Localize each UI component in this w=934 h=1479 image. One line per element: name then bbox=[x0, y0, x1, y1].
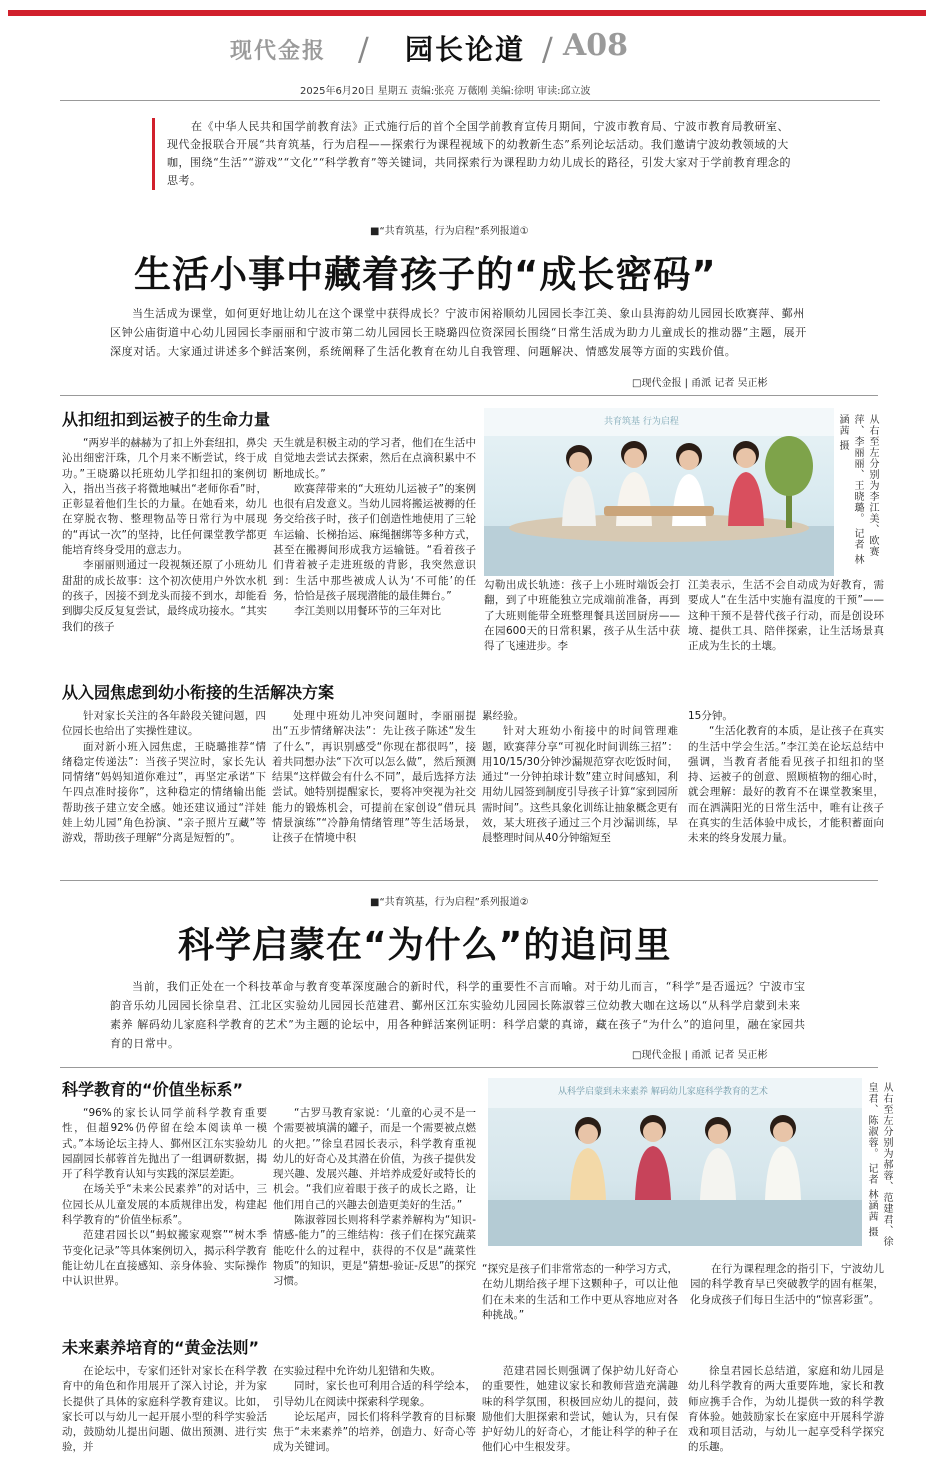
paragraph: 针对家长关注的各年龄段关键问题，四位园长也给出了实操性建议。 bbox=[62, 710, 266, 738]
paragraph: 在实验过程中允许幼儿犯错和失败。 bbox=[273, 1365, 441, 1377]
paragraph: 处理中班幼儿冲突问题时，李丽丽提出“五步情绪解决法”：先让孩子陈述“发生了什么”，再识别感受“你现在都很吗”，接着共同想办法“下次可以怎么做”，然后预测结果“这样做会有什么不同”，最后选择方法尝试。她特别提醒家长，要将冲突视为社交能力的锻炼机会，可提前在家创设“借玩具情景演练”“冷静角情绪管理”等生活场景，让孩子在情境中积 bbox=[272, 710, 476, 845]
article1-byline: □现代金报 | 甬派 记者 吴正彬 bbox=[632, 378, 768, 389]
article1-col-2 bbox=[273, 436, 476, 688]
article2-headline: 科学启蒙在“为什么”的追问里 bbox=[178, 925, 672, 966]
paragraph: 同时，家长也可利用合适的科学绘本，引导幼儿在阅读中探索科学现象。 bbox=[273, 1380, 476, 1408]
article1-col-6 bbox=[272, 709, 476, 849]
article1-col-1 bbox=[62, 436, 267, 688]
article2-col-3 bbox=[482, 1262, 678, 1332]
top-red-bar bbox=[8, 10, 926, 16]
paragraph: “生活化教育的本质，是让孩子在真实的生活中学会生活。”李江美在论坛总结中强调，当教育者能看见孩子扣纽扣的坚持、运被子的创意、照顾植物的细心时，就会理解：最好的教育不在课堂教案里，而在洒满阳光的日常生活中，唯有让孩子在真实的生活体验中成长，才能积蓄面向未来的终身发展力量。 bbox=[688, 725, 884, 845]
article1-col-4 bbox=[688, 578, 884, 688]
article-rule bbox=[60, 395, 878, 396]
article1-lead: 当生活成为课堂，如何更好地让幼儿在这个课堂中获得成长？宁波市闲裕顺幼儿园园长李江美、象山县海韵幼儿园园长欧赛萍、鄞州区钟公庙街道中心幼儿园园长李丽丽和宁波市第二幼儿园园长王晓璐四位资深园长围绕“日常生活成为助力儿童成长的推动器”主题，展开深度对话。大家通过讲述多个鲜活案例，系统阐释了生活化教育在幼儿自我管理、问题解决、情感发展等方面的实践价值。 bbox=[110, 307, 807, 358]
article2-col-1 bbox=[62, 1106, 267, 1332]
paragraph: 江美表示，生活不会自动成为好教育，需要成人“在生活中实施有温度的干预”——这种干预不是替代孩子行动，而是创设环境、提供工具、陪伴探索，让生活场景真正成为生长的土壤。 bbox=[688, 579, 884, 653]
forum-photo-illustration bbox=[484, 408, 834, 576]
paragraph: 欧赛萍带来的“大班幼儿运被子”的案例也很有启发意义。当幼儿园将搬运被褥的任务交给孩子时，孩子们创造性地使用了三轮车运输、长梯抬运、麻绳捆绑等多种方式，甚至在搬褥间形成我方运输链。“看着孩子们背着被子走进班级的背影，我突然意识到：生活中那些被成人认为‘不可能’的任务，恰恰是孩子展现潜能的最佳舞台。” bbox=[273, 482, 476, 602]
article1-col-8 bbox=[688, 709, 884, 849]
paragraph: 在场关乎“未来公民素养”的对话中，三位园长从儿童发展的本质规律出发，构建起科学教育的“价值坐标系”。 bbox=[62, 1183, 267, 1227]
article2-col-6 bbox=[273, 1364, 476, 1464]
masthead-separator: / bbox=[358, 30, 369, 68]
masthead bbox=[230, 28, 700, 72]
article1-col-7 bbox=[482, 709, 678, 849]
page-number: A08 bbox=[563, 28, 629, 63]
paragraph: 累经验。 bbox=[482, 710, 524, 722]
article2-col-2 bbox=[273, 1106, 476, 1332]
masthead-separator: / bbox=[542, 30, 553, 68]
article2-photo-caption: 从右至左分别为郝蓉、范建君、徐皇君、陈淑蓉。 记者 林涵茜 摄 bbox=[866, 1082, 892, 1247]
paragraph: 李江美则以用餐环节的三年对比 bbox=[294, 605, 441, 618]
article1-headline: 生活小事中藏着孩子的“成长密码” bbox=[134, 253, 717, 296]
article2-lead: 当前，我们正处在一个科技革命与教育变革深度融合的新时代，科学的重要性不言而喻。对于幼儿而言，“科学”是否遥远？宁波市宝韵音乐幼儿园园长徐皇君、江北区实验幼儿园园长范建君、鄞州区江东实验幼儿园园长陈淑蓉三位幼教大咖在这场以“从科学启蒙到未来素养 解码幼儿家庭科学教育的艺术”为主题的论坛中，用各种鲜活案例证明：科学启蒙的真谛，藏在孩子“为什么”的追问里，融在家园共育的日常中。 bbox=[110, 980, 806, 1050]
paragraph: 李丽丽则通过一段视频还原了小班幼儿甜甜的成长故事：这个初次使用户外饮水机的孩子，因接不到龙头而接不到水，却能看到脚尖反反复复尝试，最终成功接水。“其实我们的孩子 bbox=[62, 559, 267, 633]
article2-subhead-1: 科学教育的“价值坐标系” bbox=[62, 1080, 244, 1099]
article1-photo bbox=[484, 408, 834, 576]
article1-col-5 bbox=[62, 709, 266, 849]
paragraph: “两岁半的赫赫为了扣上外套纽扣，鼻尖沁出细密汗珠，几个月来不断尝试，终于成功。”王晓璐以托班幼儿学扣纽扣的案例切入，指出当孩子将微地喊出“老师你看”时，正彰显着他们生长的力量。在她看来，幼儿在穿脱衣物、整理物品等日常行为中展现的“再试一次”的坚持，比任何课堂教学都更能培育终身受用的意志力。 bbox=[62, 437, 267, 557]
photo-banner-text: 共育筑基 行为启程 bbox=[604, 417, 679, 427]
paragraph: 在论坛中，专家们还针对家长在科学教育中的角色和作用展开了深入讨论，并为家长提供了具体的家庭科学教育建议。比如，家长可以与幼儿一起开展小型的科学实验活动，鼓励幼儿提出问题、做出预测、进行实验，并 bbox=[62, 1365, 267, 1454]
article1-subhead-1: 从扣纽扣到运被子的生命力量 bbox=[62, 410, 271, 429]
paragraph: 在行为课程理念的指引下，宁波幼儿园的科学教育早已突破教学的固有框架，化身成孩子们每日生活中的“惊喜彩蛋”。 bbox=[690, 1263, 884, 1306]
article2-byline: □现代金报 | 甬派 记者 吴正彬 bbox=[632, 1050, 768, 1061]
paragraph: 徐皇君园长总结道，家庭和幼儿园是幼儿科学教育的两大重要阵地，家长和教师应携手合作，为幼儿提供一致的科学教育体验。她鼓励家长在家庭中开展科学游戏和项目活动，与幼儿一起享受科学探究的乐趣。 bbox=[688, 1365, 884, 1454]
photo-banner-text: 从科学启蒙到未来素养 解码幼儿家庭科学教育的艺术 bbox=[558, 1087, 768, 1097]
article2-col-7 bbox=[482, 1364, 678, 1464]
article2-col-5 bbox=[62, 1364, 267, 1464]
section-rule bbox=[60, 880, 878, 881]
article2-col-4 bbox=[690, 1262, 884, 1332]
paragraph: “古罗马教育家说：‘儿童的心灵不是一个需要被填满的罐子，而是一个需要被点燃的火把。’”徐皇君园长表示，科学教育重视幼儿的好奇心及其潜在价值，为孩子提供发现兴趣、发展兴趣、并培养成爱好或特长的机会。“我们应着眼于孩子的成长之路，让他们用自己的兴趣去创造更美好的生活。” bbox=[273, 1107, 476, 1211]
paragraph: 范建君园长以“蚂蚁搬家观察”“树木季节变化记录”等具体案例切入，揭示科学教育能让幼儿在直接感知、亲身体验、实际操作中认识世界。 bbox=[62, 1229, 267, 1288]
article2-subhead-2: 未来素养培育的“黄金法则” bbox=[62, 1338, 260, 1357]
paper-name: 现代金报 bbox=[230, 38, 327, 64]
article2-photo bbox=[488, 1078, 862, 1246]
section-title: 园长论道 bbox=[405, 33, 526, 66]
article2-kicker: ■“共育筑基，行为启程”系列报道② bbox=[370, 897, 529, 908]
dateline: 2025年6月20日 星期五 责编:张亮 万薇刚 美编:徐明 审读:邱立波 bbox=[300, 86, 591, 97]
article-rule bbox=[60, 1067, 878, 1068]
article1-kicker: ■“共育筑基，行为启程”系列报道① bbox=[370, 226, 529, 237]
paragraph: 针对大班幼小衔接中的时间管理难题，欧赛萍分享“可视化时间训练三招”：用10/15/30分钟沙漏规范穿衣吃饭时间，通过“一分钟拍球计数”建立时间感知，利用幼儿园签到制度引导孩子计算“家到园所需时间”。这些具象化训练让抽象概念更有效，某大班孩子通过三个月沙漏训练，早晨整理时间从40分钟缩短至 bbox=[482, 725, 678, 845]
series-intro: 在《中华人民共和国学前教育法》正式施行后的首个全国学前教育宣传月期间，宁波市教育局、宁波市教育局教研室、现代金报联合开展“共育筑基，行为启程——探索行为课程视域下的幼教新生态”系列论坛活动。我们邀请宁波幼教领域的大咖，围绕“生活”“游戏”“文化”“科学教育”等关键词，共同探索行为课程助力幼儿成长的路径，引发大家对于学前教育理念的思考。 bbox=[152, 118, 797, 190]
paragraph: 天生就是积极主动的学习者，他们在生活中自觉地去尝试去探索，然后在点滴积累中不断地成长。” bbox=[273, 437, 476, 480]
paragraph: 陈淑蓉园长则将科学素养解构为“知识-情感-能力”的三维结构：孩子们在探究蔬菜能吃什么的过程中，获得的不仅是“蔬菜性物质”的知识，更是“猜想-验证-反思”的探究习惯。 bbox=[273, 1214, 476, 1288]
paragraph: 论坛尾声，园长们将科学教育的目标聚焦于“未来素养”的培养，创造力、好奇心等成为关键词。 bbox=[273, 1410, 476, 1454]
paragraph: 15分钟。 bbox=[688, 710, 733, 722]
article1-subhead-2: 从入园焦虑到幼小衔接的生活解决方案 bbox=[62, 683, 335, 702]
paragraph: “探究是孩子们非常常态的一种学习方式，在幼儿期给孩子埋下这颗种子，可以让他们在未来的生活和工作中更从容地应对各种挑战。” bbox=[482, 1263, 678, 1321]
paragraph: 勾勒出成长轨迹：孩子上小班时端饭会打翻，到了中班能独立完成端前准备，再到了大班则能带全班整理餐具送回厨房——在园600天的日常积累，孩子从生活中获得了飞速进步。李 bbox=[484, 579, 680, 653]
paragraph: “96%的家长认同学前科学教育重要性，但超92%仍停留在绘本阅读单一模式。”本场论坛主持人、鄞州区江东实验幼儿园副园长郝蓉首先抛出了一组调研数据，揭开了科学教育认知与实践的深层差距。 bbox=[62, 1107, 267, 1181]
article1-col-3 bbox=[484, 578, 680, 688]
article2-col-8 bbox=[688, 1364, 884, 1464]
paragraph: 范建君园长则强调了保护幼儿好奇心的重要性，她建议家长和教师营造充满趣味的科学氛围，积极回应幼儿的提问，鼓励他们大胆探索和尝试，她认为，只有保护好幼儿的好奇心，才能让科学的种子在他们心中生根发芽。 bbox=[482, 1365, 678, 1454]
paragraph: 面对新小班入园焦虑，王晓璐推荐“情绪稳定传递法”：当孩子哭泣时，家长先认同情绪“妈妈知道你难过”，再坚定承诺“下午四点准时接你”，这种稳定的情绪输出能帮助孩子建立安全感。她还建议通过“洋娃娃上幼儿园”角色扮演、“亲子照片互藏”等游戏，帮助孩子理解“分离是短暂的”。 bbox=[62, 740, 266, 845]
forum-photo-illustration bbox=[488, 1078, 862, 1246]
article1-photo-caption: 从右至左分别为李江美、欧赛萍、李丽丽、王晓璐。 记者 林涵茜 摄 bbox=[837, 414, 878, 566]
masthead-rule bbox=[60, 100, 880, 101]
